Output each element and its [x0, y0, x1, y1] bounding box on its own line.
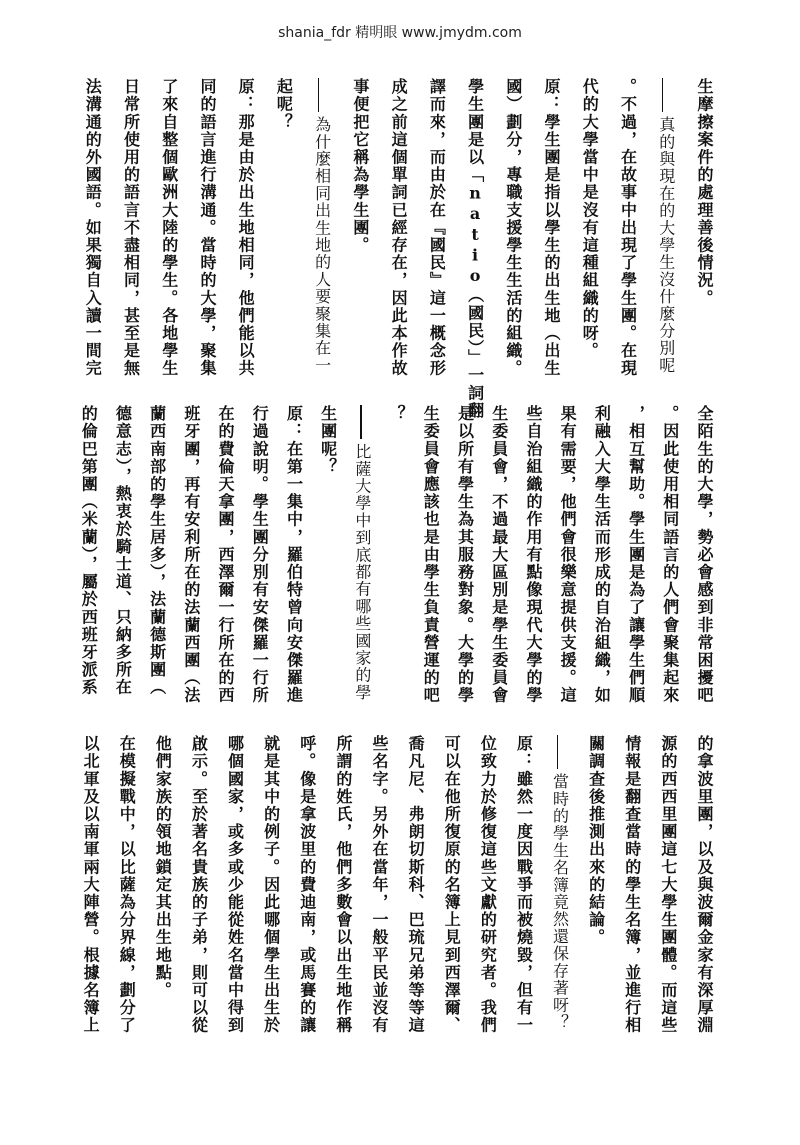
- text-column: 班牙團，再有安利所在的法蘭西團（法: [181, 405, 201, 705]
- text-column: 國）劃分，專職支援學生生活的組織。: [503, 78, 523, 378]
- text-column: 的倫巴第團（米蘭），屬於西班牙派系: [79, 405, 99, 697]
- text-column: 源的西西里團這七大學生團體。而這些: [658, 735, 678, 1035]
- column-text: 當時的學生名簿竟然還保存著呀？: [550, 773, 570, 1031]
- text-column: 果有需要，他們會很樂意提供支援。這: [558, 405, 578, 705]
- text-column: 原：在第一集中，羅伯特曾向安傑羅進: [284, 405, 304, 705]
- text-column: 關調查後推測出來的結論。: [586, 735, 606, 947]
- text-column: 啟示。至於著名貴族的子弟，則可以從: [189, 735, 209, 1035]
- text-column: 情報是翻查當時的學生名簿，並進行相: [622, 735, 642, 1035]
- text-column: 德意志），熱衷於騎士道、只納多所在: [113, 405, 133, 697]
- text-column: 。因此使用相同語言的人們會聚集起來: [660, 405, 680, 705]
- text-column: 以北軍及以南軍兩大陣營。根據名簿上: [81, 735, 101, 1035]
- text-column: 所謂的姓氏，他們多數會以出生地作稱: [333, 735, 353, 1035]
- text-column: 原：雖然一度因戰爭而被燒毀，但有一: [514, 735, 534, 1035]
- text-column: ？: [387, 405, 407, 423]
- text-column: 呼。像是拿波里的費迪南，或馬賽的讓: [297, 735, 317, 1035]
- em-dash-rule: [318, 78, 320, 112]
- text-column: 是以所有學生為其服務對象。大學的學: [455, 405, 475, 705]
- site-watermark-header: shania_fdr 精明眼 www.jmydm.com: [278, 25, 522, 41]
- text-column: ，相互幫助。學生團是為了讓學生們順: [626, 405, 646, 705]
- text-column: 在的費倫天拿團，西澤爾一行所在的西: [216, 405, 236, 705]
- column-text: 真的與現在的大學生沒什麼分別呢: [656, 116, 676, 374]
- text-column: 的拿波里團，以及與波爾金家有深厚淵: [694, 735, 714, 1035]
- text-column: 生委員會，不過最大區別是學生委員會: [489, 405, 509, 705]
- text-column: 譯而來，而由於在『國民』這一概念形: [427, 78, 447, 378]
- text-column: 就是其中的例子。因此哪個學生出生於: [261, 735, 281, 1035]
- question-column: [344, 405, 378, 701]
- text-column: 成之前這個單詞已經存在，因此本作故: [389, 78, 409, 378]
- text-column: 生團呢？: [318, 405, 338, 476]
- text-column: 生委員會應該也是由學生負責營運的吧: [421, 405, 441, 705]
- text-column: 他們家族的領地鎖定其出生地點。: [153, 735, 173, 999]
- text-column: 些名字。另外在當年，一般平民並沒有: [369, 735, 389, 1035]
- text-column: 生摩擦案件的處理善後情況。: [694, 78, 714, 307]
- text-column: 。不過，在故事中出現了學生團。在現: [618, 78, 638, 378]
- text-column: 同的語言進行溝通。當時的大學，聚集: [197, 78, 217, 378]
- column-text: 為什麼相同出生地的人要聚集在一: [312, 116, 332, 374]
- text-column: 喬凡尼、弗朗切斯科、巴琉兄弟等等這: [406, 735, 426, 1035]
- text-column: 哪個國家，或多或少能從姓名當中得到: [225, 735, 245, 1035]
- text-column: 日常所使用的語言不盡相同，甚至是無: [121, 78, 141, 378]
- text-column: 事便把它稱為學生團。: [350, 78, 370, 254]
- text-column: 在模擬戰中，以比薩為分界線，劃分了: [117, 735, 137, 1035]
- text-column: 行過說明。學生團分別有安傑羅一行所: [250, 405, 270, 705]
- text-column: 法溝通的外國語。如果獨自入讀一間完: [83, 78, 103, 378]
- question-column: [299, 78, 337, 374]
- question-column: [644, 78, 682, 374]
- text-column: 利融入大學生活而形成的自治組織，如: [592, 405, 612, 705]
- text-column: 代的大學當中是沒有這種組織的呀。: [580, 78, 600, 360]
- em-dash-rule: [662, 78, 664, 112]
- text-column: 全陌生的大學，勢必會感到非常困擾吧: [694, 405, 714, 705]
- text-column: 些自治組織的作用有點像現代大學的學: [523, 405, 543, 705]
- text-column: 原：學生團是指以學生的出生地（出生: [542, 78, 562, 378]
- column-text: 比薩大學中到底都有哪些國家的學: [352, 443, 372, 701]
- text-column: 蘭西南部的學生居多），法蘭德斯團（: [147, 405, 167, 697]
- question-column: [539, 735, 575, 1031]
- text-column: 原：那是由於出生地相同，他們能以共: [236, 78, 256, 378]
- em-dash-rule: [360, 405, 362, 439]
- text-block-2: [70, 405, 720, 705]
- text-column: 位致力於修復這些文獻的研究者。我們: [478, 735, 498, 1035]
- text-column: 起呢？: [274, 78, 294, 131]
- text-column: 學生團是以「natio（國民）」一詞翻: [465, 78, 485, 420]
- em-dash-rule: [557, 735, 559, 769]
- text-block-3: [70, 735, 720, 1035]
- text-block-1: [70, 78, 720, 420]
- text-column: 可以在他所復原的名簿上見到西澤爾、: [442, 735, 462, 1035]
- text-column: 了來自整個歐洲大陸的學生。各地學生: [159, 78, 179, 378]
